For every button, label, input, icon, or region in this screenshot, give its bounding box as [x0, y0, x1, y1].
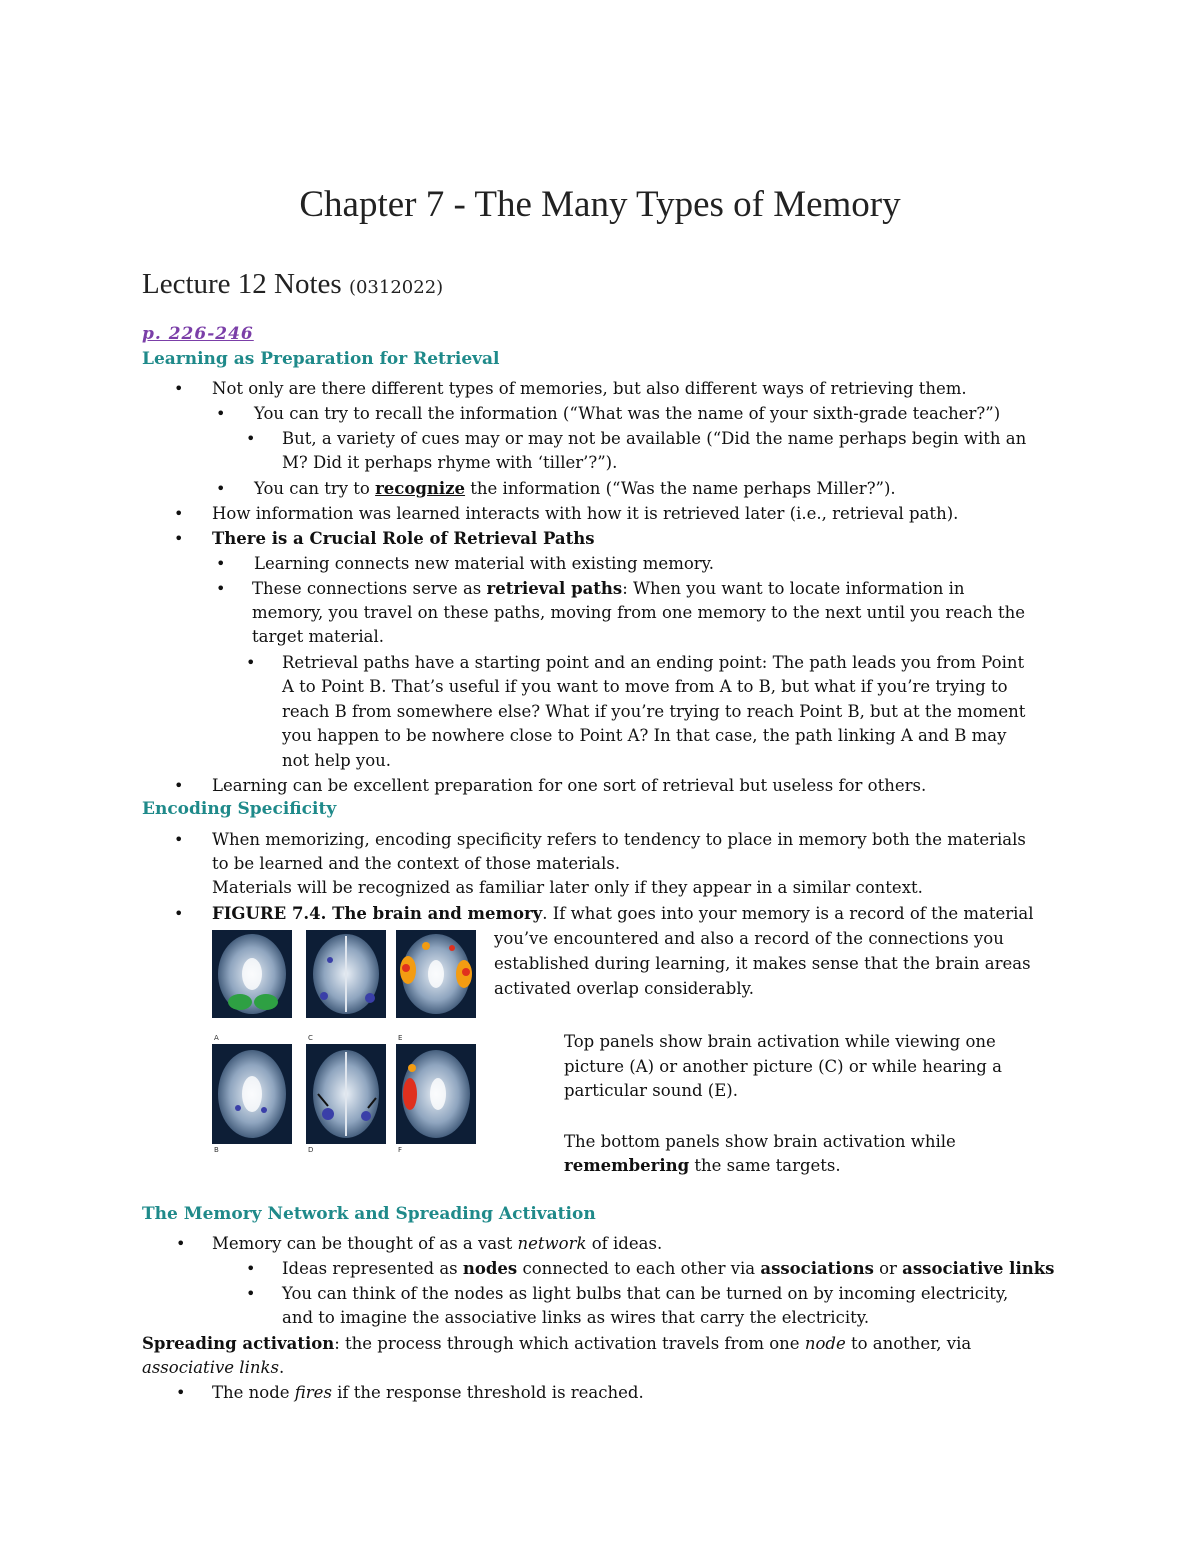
brain-panel-f — [396, 1044, 476, 1144]
bullet-icon: • — [176, 1234, 186, 1253]
bullet-icon: • — [174, 529, 184, 548]
section-heading-network: The Memory Network and Spreading Activation — [142, 1204, 596, 1224]
text-run: of ideas. — [586, 1234, 663, 1253]
text-run: The node — [212, 1383, 295, 1402]
text-run: the information (“Was the name perhaps Miller?”). — [465, 479, 896, 498]
figure-note: The bottom panels show brain activation while — [564, 1132, 956, 1151]
page-title: Chapter 7 - The Many Types of Memory — [299, 184, 901, 225]
emphasis-text: associations — [760, 1259, 874, 1278]
list-item: You can think of the nodes as light bulbs that can be turned on by incoming electricity, — [282, 1284, 1009, 1303]
bullet-icon: • — [216, 479, 226, 498]
panel-label-c: C — [308, 1034, 313, 1042]
list-item-continued: Materials will be recognized as familiar later only if they appear in a similar context. — [212, 878, 923, 897]
lecture-title: Lecture 12 Notes — [142, 268, 342, 300]
figure-caption — [212, 902, 1034, 926]
emphasis-text: fires — [294, 1383, 332, 1402]
list-item: Retrieval paths have a starting point and an ending point: The path leads you from Point — [282, 653, 1025, 672]
bullet-icon: • — [176, 1383, 186, 1402]
text-run: the same targets. — [689, 1156, 841, 1175]
definition-line-continued — [142, 1356, 284, 1380]
lecture-date: (0312022) — [348, 277, 444, 298]
bullet-icon: • — [246, 653, 256, 672]
figure-note — [564, 1154, 841, 1178]
text-run: Ideas represented as — [282, 1259, 463, 1278]
brain-figure-svg — [212, 930, 482, 1160]
brain-figure — [212, 930, 482, 1160]
list-item: You can try to recall the information (“What was the name of your sixth-grade teacher?”) — [254, 404, 1001, 423]
panel-label-e: E — [398, 1034, 403, 1042]
list-item: When memorizing, encoding specificity refers to tendency to place in memory both the materials — [212, 830, 1026, 849]
bullet-icon: • — [246, 429, 256, 448]
bullet-icon: • — [174, 379, 184, 398]
bullet-icon: • — [174, 504, 184, 523]
brain-panel-b — [212, 1044, 292, 1144]
list-item — [254, 477, 896, 501]
list-item: Not only are there different types of memories, but also different ways of retrieving them. — [212, 379, 967, 398]
brain-panel-a — [212, 930, 292, 1018]
list-item — [282, 1257, 1054, 1281]
list-item-bold: There is a Crucial Role of Retrieval Paths — [212, 529, 595, 548]
lecture-heading — [142, 268, 443, 301]
figure-caption-continued: you’ve encountered and also a record of the connections you — [494, 929, 1004, 948]
list-item — [212, 1232, 662, 1256]
list-item-continued: and to imagine the associative links as wires that carry the electricity. — [282, 1308, 870, 1327]
bullet-icon: • — [246, 1259, 256, 1278]
bullet-icon: • — [174, 830, 184, 849]
text-run: Memory can be thought of as a vast — [212, 1234, 518, 1253]
list-item: Learning can be excellent preparation for one sort of retrieval but useless for others. — [212, 776, 927, 795]
brain-panel-e — [396, 930, 476, 1018]
list-item-continued: not help you. — [282, 751, 392, 770]
text-run: if the response threshold is reached. — [331, 1383, 644, 1402]
text-run: You can try to — [254, 479, 376, 498]
emphasis-text: network — [517, 1234, 587, 1253]
list-item-continued: memory, you travel on these paths, moving from one memory to the next until you reach the — [252, 603, 1026, 622]
page-range-link[interactable]: p. 226-246 — [142, 324, 254, 344]
bullet-icon: • — [216, 404, 226, 423]
emphasis-text: associative links — [902, 1259, 1055, 1278]
list-item — [212, 1381, 644, 1405]
text-run: connected to each other via — [517, 1259, 761, 1278]
emphasis-text: recognize — [375, 479, 466, 498]
emphasis-text: retrieval paths — [486, 579, 623, 598]
figure-note: particular sound (E). — [564, 1081, 738, 1100]
panel-label-a: A — [214, 1034, 219, 1042]
emphasis-text: Spreading activation — [142, 1334, 335, 1353]
bullet-icon: • — [246, 1284, 256, 1303]
list-item-continued: target material. — [252, 627, 384, 646]
emphasis-text: node — [804, 1334, 846, 1353]
emphasis-text: associative links — [142, 1358, 279, 1377]
text-run: . — [278, 1358, 285, 1377]
list-item: Learning connects new material with existing memory. — [254, 554, 715, 573]
bullet-icon: • — [216, 554, 226, 573]
text-run: : the process through which activation travels from one — [334, 1334, 805, 1353]
list-item-continued: M? Did it perhaps rhyme with ‘tiller’?”). — [282, 453, 618, 472]
list-item: But, a variety of cues may or may not be available (“Did the name perhaps begin with an — [282, 429, 1027, 448]
list-item-continued: reach B from somewhere else? What if you’re trying to reach Point B, but at the moment — [282, 702, 1026, 721]
panel-label-f: F — [398, 1146, 403, 1154]
figure-caption-continued: established during learning, it makes sense that the brain areas — [494, 954, 1031, 973]
emphasis-text: nodes — [462, 1259, 518, 1278]
panel-label-b: B — [214, 1146, 219, 1154]
section-heading-retrieval: Learning as Preparation for Retrieval — [142, 349, 500, 369]
text-run: or — [873, 1259, 903, 1278]
bullet-icon: • — [216, 579, 226, 598]
definition-line — [142, 1332, 971, 1356]
figure-note: Top panels show brain activation while viewing one — [564, 1032, 996, 1051]
text-run: . If what goes into your memory is a record of the material — [542, 904, 1034, 923]
brain-panel-c — [306, 930, 386, 1018]
section-heading-encoding: Encoding Specificity — [142, 799, 337, 819]
emphasis-text: remembering — [564, 1156, 690, 1175]
list-item: How information was learned interacts with how it is retrieved later (i.e., retrieval path). — [212, 504, 959, 523]
text-run: These connections serve as — [252, 579, 487, 598]
brain-panel-d — [306, 1044, 386, 1144]
figure-caption-continued: activated overlap considerably. — [494, 979, 754, 998]
list-item-continued: to be learned and the context of those materials. — [212, 854, 621, 873]
bullet-icon: • — [174, 904, 184, 923]
list-item — [252, 577, 965, 601]
bullet-icon: • — [174, 776, 184, 795]
text-run: : When you want to locate information in — [622, 579, 965, 598]
figure-label: FIGURE 7.4. The brain and memory — [212, 904, 543, 923]
panel-label-d: D — [308, 1146, 314, 1154]
figure-note: picture (A) or another picture (C) or while hearing a — [564, 1057, 1002, 1076]
text-run: to another, via — [845, 1334, 972, 1353]
list-item-continued: A to Point B. That’s useful if you want to move from A to B, but what if you’re trying to — [282, 677, 1008, 696]
list-item-continued: you happen to be nowhere close to Point A? In that case, the path linking A and B may — [282, 726, 1007, 745]
